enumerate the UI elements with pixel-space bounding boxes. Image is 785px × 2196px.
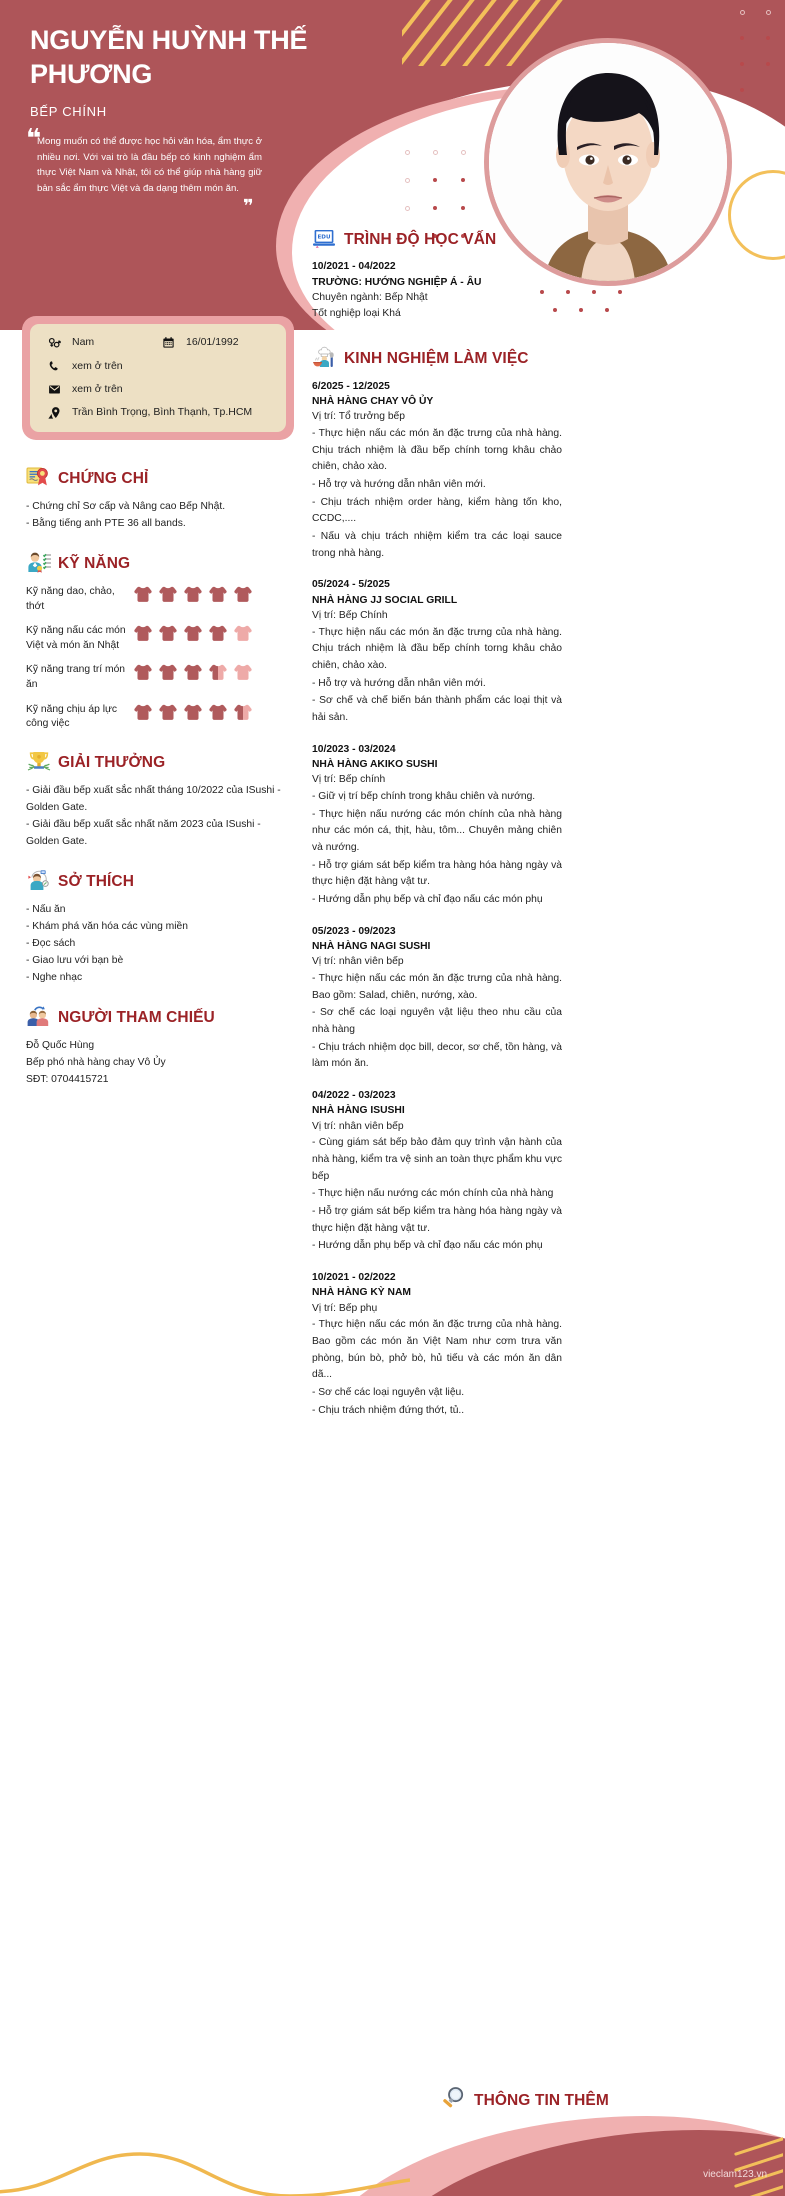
- job-duty: - Chịu trách nhiệm dọc bill, decor, sơ chế, tồn hàng, và làm món ăn.: [312, 1041, 562, 1070]
- job-date: 05/2023 - 09/2023: [312, 925, 396, 937]
- footer-decoration: [0, 2064, 785, 2196]
- page-title: NGUYỄN HUỲNH THẾ PHƯƠNG: [30, 25, 308, 89]
- contact-row-phone: [44, 359, 272, 373]
- skill-rating-icon: [159, 704, 177, 720]
- job-duty: - Sơ chế các loại nguyên vật liệu.: [312, 1386, 465, 1398]
- section-title-reference: NGƯỜI THAM CHIẾU: [58, 1008, 215, 1026]
- skill-label: Kỹ năng nấu các món Việt và món ăn Nhật: [26, 625, 126, 651]
- job-date: 10/2021 - 02/2022: [312, 1271, 396, 1283]
- contact-address-value: Trần Bình Trọng, Bình Thạnh, Tp.HCM: [72, 406, 253, 419]
- reference-position: Bếp phó nhà hàng chay Vô Ủy: [26, 1056, 166, 1068]
- section-title-extra-info: THÔNG TIN THÊM: [474, 2091, 609, 2109]
- list-item: - Bằng tiếng anh PTE 36 all bands.: [26, 517, 186, 529]
- job-date: 10/2023 - 03/2024: [312, 743, 396, 755]
- list-item: - Nấu ăn: [26, 903, 66, 915]
- section-skills: [26, 551, 288, 732]
- contact-gender-value: Nam: [72, 336, 95, 348]
- right-column: [312, 228, 562, 1437]
- experience-item: [312, 1088, 562, 1255]
- skills-list: [26, 584, 288, 732]
- contact-row-gender-birthday: [44, 335, 272, 350]
- job-company: NHÀ HÀNG AKIKO SUSHI: [312, 759, 438, 771]
- email-icon: [44, 382, 64, 396]
- job-position: Vị trí: Tổ trưởng bếp: [312, 411, 406, 423]
- skill-rating-icon: [184, 625, 202, 641]
- skill-rating-icon: [209, 625, 227, 641]
- skill-rating-icon: [134, 625, 152, 641]
- magnifier-icon: [440, 2086, 466, 2115]
- hobbies-list: [26, 902, 288, 987]
- skill-rating-icon: [134, 586, 152, 602]
- skill-rating-icon: [209, 664, 227, 680]
- section-header-extra-info: [440, 2086, 609, 2115]
- yellow-wave-line: [0, 2140, 410, 2196]
- job-duty: - Hỗ trợ và hướng dẫn nhân viên mới.: [312, 478, 486, 490]
- section-hobbies: [26, 869, 288, 987]
- list-item: - Đọc sách: [26, 937, 76, 949]
- watermark: vieclam123.vn: [703, 2169, 767, 2180]
- contact-card: [22, 316, 294, 440]
- section-title-awards: GIẢI THƯỞNG: [58, 753, 166, 771]
- contact-phone-value: xem ở trên: [72, 360, 123, 372]
- job-duty: - Thực hiện nấu các món ăn đặc trưng của nhà hàng. Chịu trách nhiệm là đầu bếp chính torng khâu chảo chiên, chảo xào.: [312, 427, 562, 473]
- job-company: NHÀ HÀNG CHAY VÔ ỦY: [312, 396, 434, 407]
- job-duty: - Hỗ trợ giám sát bếp kiểm tra hàng hóa hàng ngày và thực hiện đặt hàng vật tư.: [312, 1205, 562, 1234]
- job-date: 04/2022 - 03/2023: [312, 1089, 396, 1101]
- education-grade: Tốt nghiệp loại Khá: [312, 307, 401, 319]
- education-icon: [312, 228, 336, 252]
- hobby-icon: [26, 869, 50, 895]
- section-header-reference: [26, 1005, 288, 1031]
- skill-rating: [134, 662, 252, 680]
- job-duty: - Thực hiện nấu các món ăn đặc trưng của nhà hàng. Bao gồm các món ăn Việt Nam như cơm trưa văn phòng, bún bò, phở bò, hủ tiếu và các món ăn dân dã...: [312, 1319, 562, 1381]
- section-certificates: [26, 466, 288, 533]
- skill-rating-icon: [184, 664, 202, 680]
- section-header-certificates: [26, 466, 288, 492]
- education-date: 10/2021 - 04/2022: [312, 261, 396, 272]
- trophy-icon: [26, 750, 50, 776]
- experience-item: [312, 742, 562, 909]
- job-duty: - Thực hiện nấu nướng các món chính của nhà hàng như các món cá, thịt, hàu, tôm... Chuyên mảng chiên và nướng.: [312, 808, 562, 853]
- section-title-education: TRÌNH ĐỘ HỌC VẤN: [344, 231, 497, 248]
- job-duty: - Hỗ trợ giám sát bếp kiểm tra hàng hóa hàng ngày và thực hiện đặt hàng vật tư.: [312, 859, 562, 888]
- experience-item: [312, 379, 562, 563]
- job-duty: - Cùng giám sát bếp bảo đảm quy trình vận hành của nhà hàng, kiểm tra vệ sinh an toàn thực phẩm khu vực bếp: [312, 1137, 562, 1182]
- awards-list: [26, 783, 288, 851]
- section-header-experience: [312, 346, 562, 372]
- skill-rating-icon: [159, 664, 177, 680]
- contact-card-inner: [30, 324, 286, 432]
- section-title-certificates: CHỨNG CHỈ: [58, 470, 149, 487]
- section-awards: [26, 750, 288, 851]
- job-company: NHÀ HÀNG ISUSHI: [312, 1105, 405, 1117]
- skill-rating-icon: [209, 704, 227, 720]
- contact-gender: [44, 335, 158, 350]
- left-column: [26, 466, 288, 1107]
- contact-email-value: xem ở trên: [72, 383, 123, 396]
- experience-item: [312, 1270, 562, 1419]
- reference-phone: SĐT: 0704415721: [26, 1073, 109, 1085]
- skill-rating-icon: [184, 704, 202, 720]
- skill-row: [26, 702, 288, 732]
- skill-rating: [134, 623, 252, 641]
- job-duty: - Thực hiện nấu các món ăn đặc trưng của nhà hàng. Chịu trách nhiệm là đầu bếp chính torng khâu chảo chiên, chảo xào.: [312, 626, 562, 671]
- skill-row: [26, 623, 288, 653]
- job-position: Vị trí: nhân viên bếp: [312, 956, 404, 968]
- section-header-skills: [26, 551, 288, 577]
- job-company: NHÀ HÀNG KỲ NAM: [312, 1287, 411, 1299]
- job-role-subtitle: BẾP CHÍNH: [30, 104, 107, 119]
- job-duty: - Chịu trách nhiệm order hàng, kiểm hàng tốn kho, CCDC,....: [312, 496, 562, 525]
- skill-rating-icon: [234, 704, 252, 720]
- list-item: - Nghe nhạc: [26, 971, 83, 983]
- skill-rating-icon: [159, 586, 177, 602]
- education-school: TRƯỜNG: HƯỚNG NGHIỆP Á - ÂU: [312, 276, 482, 288]
- section-title-experience: KINH NGHIỆM LÀM VIỆC: [344, 349, 529, 367]
- experience-item: [312, 924, 562, 1073]
- contact-birthday-value: 16/01/1992: [186, 336, 239, 348]
- skill-rating-icon: [209, 586, 227, 602]
- skill-row: [26, 662, 288, 692]
- section-education: [312, 228, 562, 322]
- quote-close-icon: ❞: [243, 196, 254, 217]
- experience-item: [312, 577, 562, 726]
- reference-icon: [26, 1005, 50, 1031]
- calendar-icon: [158, 335, 178, 349]
- job-duty: - Nấu và chịu trách nhiệm kiểm tra các loại sauce trong nhà hàng.: [312, 530, 562, 559]
- contact-row-email: [44, 382, 272, 396]
- education-major: Chuyên ngành: Bếp Nhật: [312, 292, 428, 304]
- section-header-education: [312, 228, 562, 252]
- job-position: Vị trí: nhân viên bếp: [312, 1120, 404, 1132]
- skill-rating-icon: [134, 664, 152, 680]
- location-icon: [44, 405, 64, 420]
- certificate-icon: [26, 466, 50, 492]
- reference-name: Đỗ Quốc Hùng: [26, 1039, 95, 1051]
- section-header-awards: [26, 750, 288, 776]
- skill-rating: [134, 584, 252, 602]
- reference-details: [26, 1038, 288, 1089]
- skill-rating-icon: [159, 625, 177, 641]
- skill-label: Kỹ năng trang trí món ăn: [26, 664, 126, 691]
- gender-icon: [44, 335, 64, 350]
- list-item: - Giải đầu bếp xuất sắc nhất tháng 10/2022 của ISushi - Golden Gate.: [26, 784, 281, 813]
- job-duty: - Sơ chế và chế biến bán thành phẩm các loại thịt và hải sản.: [312, 695, 562, 723]
- list-item: - Khám phá văn hóa các vùng miền: [26, 920, 188, 932]
- list-item: - Giao lưu với bạn bè: [26, 954, 124, 966]
- section-title-hobbies: SỞ THÍCH: [58, 872, 135, 890]
- skill-rating-icon: [234, 664, 252, 680]
- job-duty: - Giữ vị trí bếp chính trong khâu chiên và nướng.: [312, 790, 536, 802]
- contact-birthday: [158, 335, 272, 349]
- list-item: - Chứng chỉ Sơ cấp và Nâng cao Bếp Nhật.: [26, 501, 226, 512]
- job-company: NHÀ HÀNG NAGI SUSHI: [312, 941, 431, 953]
- skill-rating-icon: [234, 625, 252, 641]
- skill-label: Kỹ năng chịu áp lực công việc: [26, 703, 118, 730]
- job-date: 6/2025 - 12/2025: [312, 380, 390, 392]
- job-date: 05/2024 - 5/2025: [312, 579, 390, 591]
- experience-list: [312, 379, 562, 1420]
- job-duty: - Hướng dẫn phụ bếp và chỉ đạo nấu các món phụ: [312, 1240, 543, 1252]
- skill-rating-icon: [134, 704, 152, 720]
- svg-text:EDU: EDU: [317, 234, 331, 241]
- phone-icon: [44, 359, 64, 373]
- job-position: Vị trí: Bếp phụ: [312, 1302, 378, 1314]
- footer-yellow-stripes: [693, 2120, 783, 2196]
- skill-rating-icon: [234, 586, 252, 602]
- dot-grid-right-decoration: [740, 10, 785, 100]
- list-item: - Giải đầu bếp xuất sắc nhất năm 2023 của ISushi - Golden Gate.: [26, 818, 261, 847]
- job-position: Vị trí: Bếp Chính: [312, 610, 388, 622]
- section-title-skills: KỸ NĂNG: [58, 554, 131, 572]
- job-company: NHÀ HÀNG JJ SOCIAL GRILL: [312, 594, 458, 606]
- profile-summary: Mong muốn có thể được học hỏi văn hóa, ẩm thực ở nhiều nơi. Với vai trò là đầu bếp có kinh nghiệm ẩm thực Việt Nam và Nhật, tôi có thể giúp nhà hàng giữ bản sắc ẩm thực Việt và đa dạng thêm món ăn.: [37, 136, 262, 194]
- job-duty: - Thực hiện nấu nướng các món chính của nhà hàng: [312, 1188, 554, 1200]
- chef-icon: [312, 346, 336, 372]
- section-experience: [312, 346, 562, 1420]
- contact-row-address: [44, 405, 272, 420]
- skill-row: [26, 584, 288, 614]
- job-duty: - Hỗ trợ và hướng dẫn nhân viên mới.: [312, 677, 486, 689]
- skills-icon: [26, 551, 50, 577]
- section-header-hobbies: [26, 869, 288, 895]
- job-position: Vị trí: Bếp chính: [312, 774, 386, 786]
- job-duty: - Sơ chế các loại nguyên vật liệu theo nhu cầu của nhà hàng: [312, 1007, 562, 1035]
- skill-rating-icon: [184, 586, 202, 602]
- skill-rating: [134, 702, 252, 720]
- job-duty: - Thực hiện nấu các món ăn đặc trưng của nhà hàng. Bao gồm: Salad, chiên, nướng, xào.: [312, 972, 562, 1001]
- job-duty: - Hướng dẫn phụ bếp và chỉ đạo nấu các món phụ: [312, 893, 543, 905]
- certificates-list: [26, 499, 288, 533]
- section-reference: [26, 1005, 288, 1089]
- job-duty: - Chịu trách nhiệm đứng thớt, tủ..: [312, 1404, 465, 1416]
- skill-label: Kỹ năng dao, chảo, thớt: [26, 585, 115, 612]
- quote-open-icon: ❝: [26, 124, 42, 154]
